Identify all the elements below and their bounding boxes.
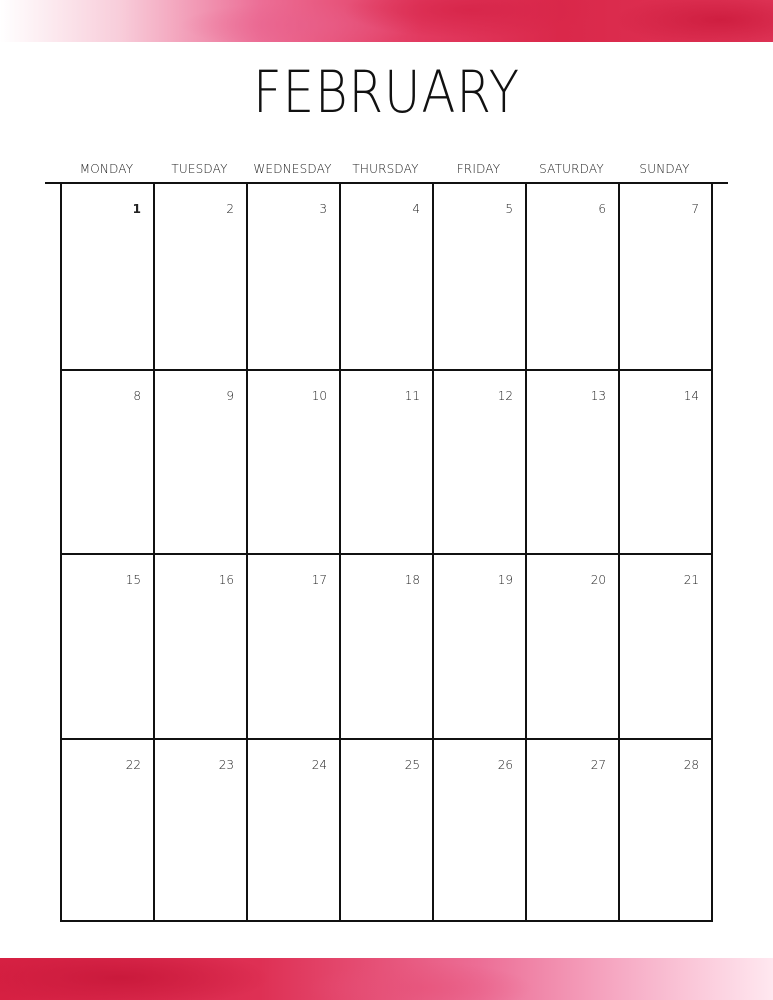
day-number: 6 [598,202,606,216]
day-number: 2 [226,202,234,216]
day-cell[interactable] [341,184,434,369]
day-number: 17 [311,573,327,587]
day-number: 7 [691,202,699,216]
day-cell[interactable] [620,553,713,738]
weekday-thursday: THURSDAY [352,162,419,176]
day-number: 4 [412,202,420,216]
day-cell[interactable] [62,553,155,738]
day-cell[interactable] [155,553,248,738]
day-number: 16 [218,573,234,587]
day-number: 27 [590,757,606,772]
day-number: 11 [404,388,420,403]
day-number: 23 [218,757,234,772]
day-cell[interactable] [62,738,155,923]
day-cell[interactable] [620,738,713,923]
day-number: 13 [590,388,606,403]
day-cell[interactable] [527,738,620,923]
day-number: 22 [125,757,141,772]
day-number: 21 [683,573,699,587]
day-cell[interactable] [248,553,341,738]
day-cell[interactable] [527,184,620,369]
day-cell[interactable] [248,738,341,923]
day-number: 9 [226,388,234,403]
day-cell[interactable] [434,553,527,738]
day-number: 20 [590,573,606,587]
day-number: 25 [404,757,420,772]
day-cell[interactable] [341,553,434,738]
day-cell[interactable] [248,184,341,369]
day-number: 14 [683,388,699,403]
weekday-sunday: SUNDAY [639,162,690,176]
day-cell[interactable] [62,369,155,554]
day-cell[interactable] [248,369,341,554]
day-cell[interactable] [155,184,248,369]
day-cell[interactable] [620,184,713,369]
day-number: 28 [683,757,699,772]
day-number: 12 [497,388,513,403]
weekday-friday: FRIDAY [456,162,501,176]
day-number: 24 [311,757,327,772]
day-number: 26 [497,757,513,772]
day-number: 5 [505,202,513,216]
day-cell[interactable] [341,738,434,923]
day-cell[interactable] [527,553,620,738]
weekday-header-row [60,162,711,180]
day-cell[interactable] [434,369,527,554]
weekday-tuesday: TUESDAY [171,162,228,176]
day-number: 10 [311,388,327,403]
day-number: 3 [319,202,327,216]
day-cell[interactable] [434,738,527,923]
day-number: 8 [133,388,141,403]
day-number: 19 [497,573,513,587]
month-title: FEBRUARY [253,58,520,126]
weekday-monday: MONDAY [79,162,134,176]
weekday-saturday: SATURDAY [539,162,604,176]
day-cell[interactable] [155,738,248,923]
watercolor-top-banner [0,0,773,42]
day-cell[interactable] [434,184,527,369]
day-cell[interactable] [527,369,620,554]
day-cell[interactable] [620,369,713,554]
day-cell[interactable] [341,369,434,554]
watercolor-bottom-banner [0,958,773,1000]
day-cell[interactable] [62,184,155,369]
day-number: 18 [404,573,420,587]
day-number: 15 [125,573,141,587]
weekday-wednesday: WEDNESDAY [253,162,332,176]
day-number: 1 [132,202,141,216]
calendar-grid [60,184,711,922]
day-cell[interactable] [155,369,248,554]
